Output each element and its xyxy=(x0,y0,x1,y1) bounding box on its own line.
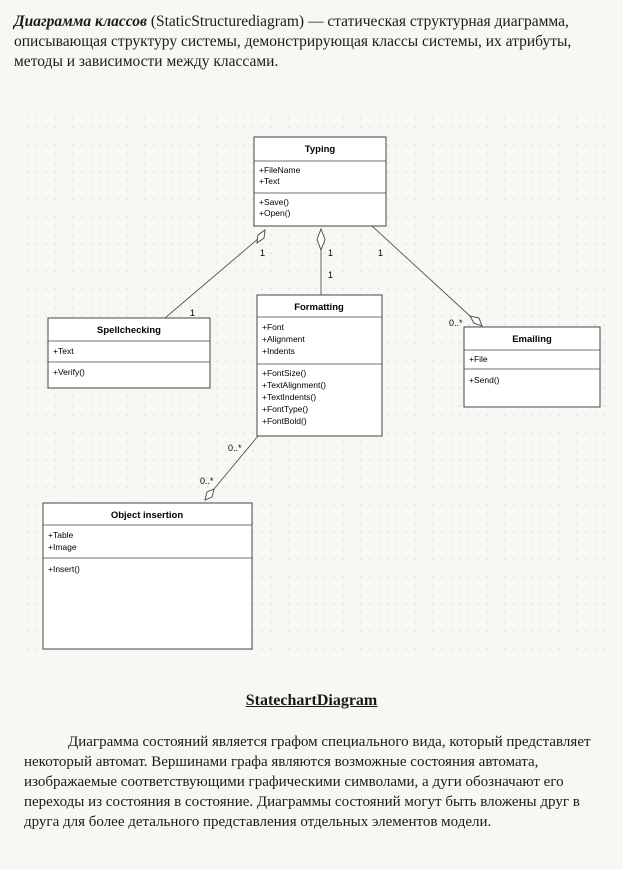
intro-text: (StaticStructurediagram) — статическая структурная диаграмма, описывающая структуру системы, демонстрирующая классы системы, их атрибуты, методы и зависимости между классами. xyxy=(14,13,572,70)
format-method-2: +TextAlignment() xyxy=(262,380,327,390)
class-spellchecking-name: Spellchecking xyxy=(97,325,161,336)
format-method-3: +TextIndents() xyxy=(262,392,317,402)
format-method-5: +FontBold() xyxy=(262,416,307,426)
format-attr-2: +Alignment xyxy=(262,334,305,344)
mult-typing-spell-top: 1 xyxy=(260,248,266,258)
mult-typing-email-top: 1 xyxy=(378,248,384,258)
class-formatting-name: Formatting xyxy=(294,302,344,313)
mult-typing-spell-bottom: 1 xyxy=(190,308,196,318)
section-body: Диаграмма состояний является графом специального вида, который представляет некоторый автомат. Вершинами графа являются возможные состояния автомата, изображаемые соответствующими графическими символами, а дуги обозначают его переходы из состояния в состояние. Диаграммы состояний могут быть вложены друг в друга для более детального представления отдельных элементов модели. xyxy=(24,734,591,830)
format-method-4: +FontType() xyxy=(262,404,309,414)
typing-method-2: +Open() xyxy=(259,208,291,218)
format-attr-1: +Font xyxy=(262,322,284,332)
typing-attr-1: +FileName xyxy=(259,165,301,175)
spell-method-1: +Verify() xyxy=(53,367,85,377)
typing-attr-2: +Text xyxy=(259,176,280,186)
class-object-insertion-name: Object insertion xyxy=(110,510,184,521)
object-attr-2: +Image xyxy=(48,542,77,552)
mult-format-object-top: 0..* xyxy=(228,443,242,453)
spell-attr-1: +Text xyxy=(53,346,74,356)
mult-typing-format-top: 1 xyxy=(328,248,334,258)
format-attr-3: +Indents xyxy=(262,346,295,356)
email-attr-1: +File xyxy=(469,354,488,364)
format-method-1: +FontSize() xyxy=(262,368,307,378)
object-method-1: +Insert() xyxy=(48,564,80,574)
class-formatting xyxy=(257,295,382,436)
email-method-1: +Send() xyxy=(469,375,500,385)
mult-typing-format-bottom: 1 xyxy=(328,270,334,280)
class-emailing-name: Emailing xyxy=(512,334,552,345)
mult-typing-email-bottom: 0..* xyxy=(449,318,463,328)
mult-format-object-bottom: 0..* xyxy=(200,476,214,486)
object-attr-1: +Table xyxy=(48,530,74,540)
typing-method-1: +Save() xyxy=(259,197,289,207)
intro-term: Диаграмма классов xyxy=(14,13,147,30)
class-typing-name: Typing xyxy=(304,144,336,155)
section-title: StatechartDiagram xyxy=(245,692,378,709)
